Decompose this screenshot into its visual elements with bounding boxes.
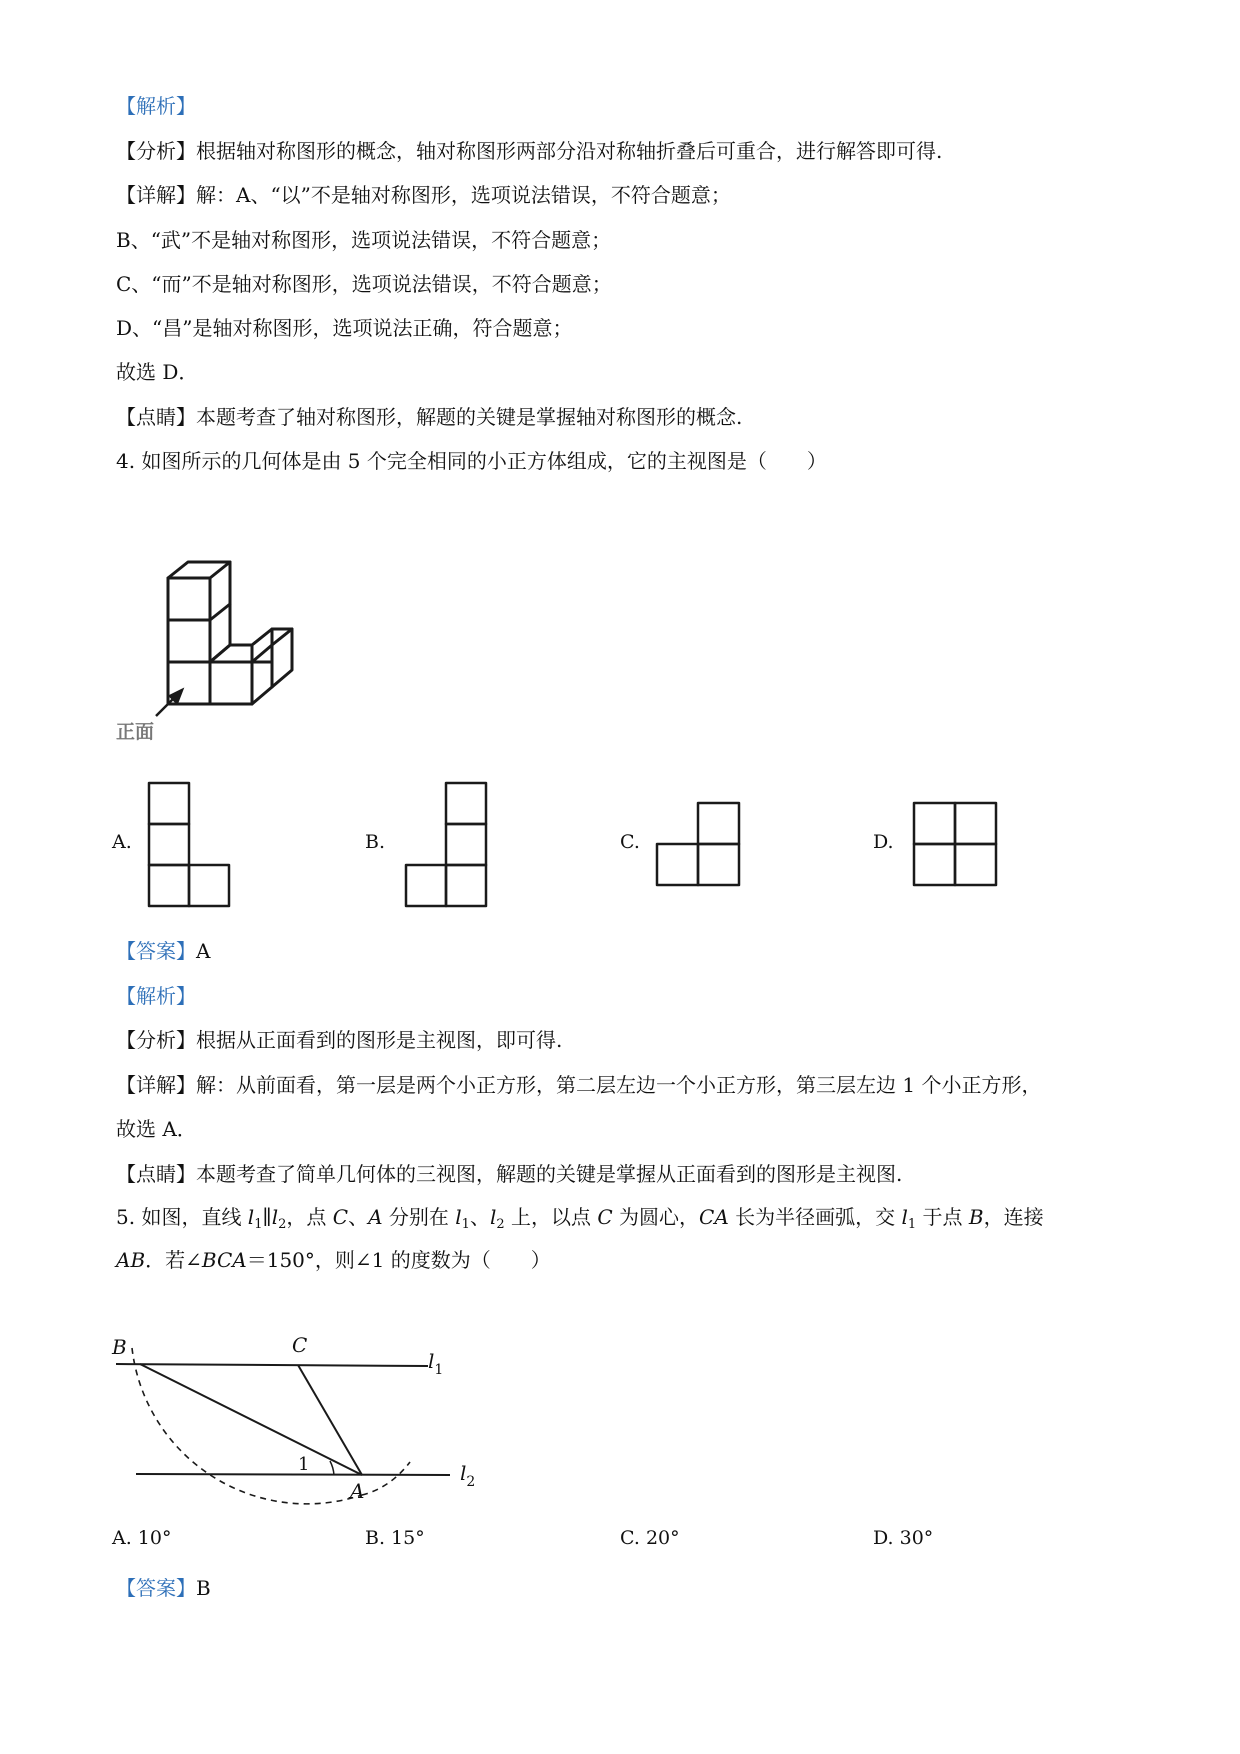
q5-b: B (968, 1205, 984, 1229)
q5-bca: BCA (201, 1248, 247, 1272)
q5-sub: 1 (254, 1217, 263, 1232)
label-a: A (350, 1479, 365, 1503)
dianjing-tag: 【点睛】 (116, 405, 196, 429)
q4-option-a-figure (148, 782, 238, 908)
answer-tag: 【答案】 (116, 1576, 196, 1600)
analysis-line-b: B、“武”不是轴对称图形，选项说法错误，不符合题意； (116, 228, 612, 252)
q5-text: 长为半径画弧，交 (728, 1205, 902, 1229)
q5-option-a: A. 10° (112, 1527, 172, 1549)
q5-l: l (901, 1205, 908, 1229)
q5-sub: 1 (907, 1217, 917, 1232)
q5-answer (116, 1574, 211, 1602)
q5-text: ，连接 (983, 1205, 1044, 1229)
q4-dianjing (116, 1160, 902, 1188)
q5-parallel: ∥ (262, 1205, 272, 1229)
l2-letter: l (460, 1461, 467, 1485)
q4-option-d-figure (912, 802, 1002, 888)
fenxi-tag: 【分析】 (116, 139, 196, 163)
q5-sub: 2 (278, 1217, 287, 1232)
q5-text: 、 (348, 1205, 369, 1229)
q5-text: ＝150°，则∠1 的度数为（ ） (246, 1248, 551, 1272)
q5-option-c: C. 20° (620, 1527, 680, 1549)
dianjing-tag: 【点睛】 (116, 1162, 196, 1186)
label-l2 (460, 1461, 475, 1490)
q5-text: ．若∠ (145, 1248, 202, 1272)
l1-sub: 1 (434, 1362, 444, 1378)
q5-option-d: D. 30° (873, 1527, 934, 1549)
q5-l: l (455, 1205, 462, 1229)
q4-cube-figure (150, 550, 310, 740)
q4-option-b-label: B. (365, 831, 386, 853)
q5-ab: AB (116, 1248, 146, 1272)
q4-answer (116, 937, 210, 965)
q5-l: l (271, 1205, 279, 1229)
answer-value: B (196, 1576, 211, 1600)
q5-text: 、 (469, 1205, 490, 1229)
analysis-xiangjie (116, 181, 731, 209)
q4-option-b-figure (401, 782, 491, 908)
q5-question-line2 (116, 1246, 551, 1274)
analysis-line-c: C、“而”不是轴对称图形，选项说法错误，不符合题意； (116, 272, 612, 296)
q4-question: 4. 如图所示的几何体是由 5 个完全相同的小正方体组成，它的主视图是（ ） (116, 449, 827, 473)
q5-text: 5. 如图，直线 (116, 1205, 248, 1229)
q5-a: A (368, 1205, 383, 1229)
analysis-heading: 【解析】 (116, 94, 196, 118)
q5-sub: 1 (461, 1217, 470, 1232)
q5-text: 上，以点 (504, 1205, 598, 1229)
q5-l: l (489, 1205, 497, 1229)
dianjing-text: 本题考查了轴对称图形，解题的关键是掌握轴对称图形的概念. (196, 405, 743, 429)
l1-letter: l (428, 1349, 435, 1373)
dianjing-text: 本题考查了简单几何体的三视图，解题的关键是掌握从正面看到的图形是主视图. (196, 1162, 903, 1186)
analysis-fenxi (116, 137, 942, 165)
q5-text: 分别在 (382, 1205, 456, 1229)
q4-conclusion: 故选 A． (116, 1117, 197, 1141)
q5-c: C (332, 1205, 349, 1229)
analysis-line-d: D、“昌”是轴对称图形，选项说法正确，符合题意； (116, 316, 573, 340)
fenxi-tag: 【分析】 (116, 1028, 196, 1052)
xiangjie-tag: 【详解】 (116, 1073, 196, 1097)
q4-option-d-label: D. (873, 831, 894, 853)
l2-sub: 2 (466, 1474, 476, 1490)
fenxi-text: 根据从正面看到的图形是主视图，即可得. (196, 1028, 563, 1052)
q5-text: 为圆心， (612, 1205, 700, 1229)
choice-conclusion: 故选 D． (116, 360, 199, 384)
q4-option-c-figure (655, 802, 745, 888)
q4-front-label: 正面 (116, 721, 155, 743)
answer-value: A (196, 939, 211, 963)
q5-l: l (247, 1205, 255, 1229)
label-angle-1: 1 (298, 1454, 310, 1475)
q4-fenxi (116, 1026, 562, 1054)
xiangjie-text: 解：从前面看，第一层是两个小正方形，第二层左边一个小正方形，第三层左边 1 个小正方形， (196, 1073, 1042, 1097)
q5-ca: CA (699, 1205, 729, 1229)
q5-question-line1 (116, 1203, 1044, 1239)
q5-text: 于点 (916, 1205, 969, 1229)
label-b: B (112, 1335, 127, 1359)
fenxi-text: 根据轴对称图形的概念，轴对称图形两部分沿对称轴折叠后可重合，进行解答即可得. (196, 139, 943, 163)
q5-text: ，点 (286, 1205, 333, 1229)
q5-sub: 2 (496, 1217, 505, 1232)
q5-option-b: B. 15° (365, 1527, 425, 1549)
answer-tag: 【答案】 (116, 939, 196, 963)
q5-geometry-figure (110, 1320, 490, 1503)
q4-option-a-label: A. (112, 831, 132, 853)
xiangjie-text: 解：A、“以”不是轴对称图形，选项说法错误，不符合题意； (196, 183, 731, 207)
q5-c: C (597, 1205, 613, 1229)
analysis-dianjing (116, 403, 742, 431)
q4-analysis-heading: 【解析】 (116, 984, 196, 1008)
label-c: C (292, 1333, 308, 1357)
q4-xiangjie (116, 1071, 1041, 1099)
q4-option-c-label: C. (620, 831, 640, 853)
label-l1 (428, 1349, 443, 1378)
xiangjie-tag: 【详解】 (116, 183, 196, 207)
